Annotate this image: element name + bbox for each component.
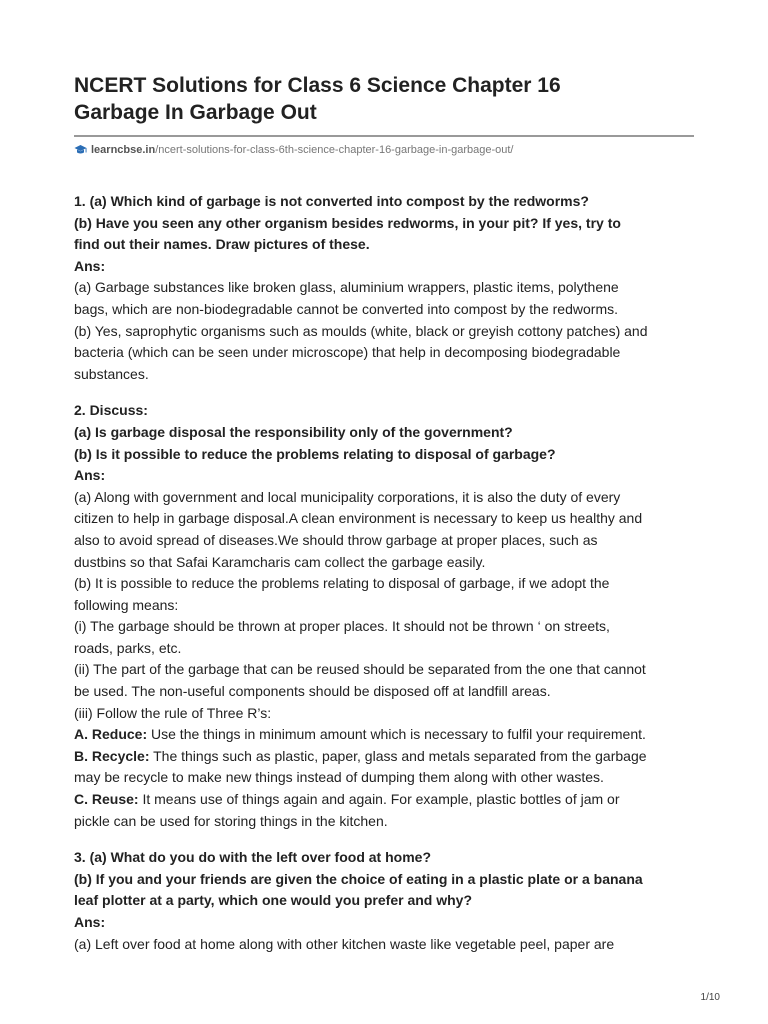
answer-2b-ii-line-1: (ii) The part of the garbage that can be reused should be separated from the one that cannot [74, 661, 646, 678]
question-3a: 3. (a) What do you do with the left over food at home? [74, 849, 431, 866]
title-divider [74, 135, 694, 137]
answer-2b-i-line-2: roads, parks, etc. [74, 639, 182, 656]
answer-label-3: Ans: [74, 914, 106, 930]
question-2-heading: 2. Discuss: [74, 402, 148, 419]
source-url[interactable] [74, 143, 694, 157]
answer-2a-line-3: also to avoid spread of diseases.We should throw garbage at proper places, such as [74, 531, 598, 548]
question-1a: 1. (a) Which kind of garbage is not converted into compost by the redworms? [74, 193, 589, 209]
page-number: 1/10 [700, 992, 720, 1003]
answer-2b-line-2: following means: [74, 596, 179, 613]
recycle-line-1 [74, 746, 694, 768]
source-domain[interactable]: learncbse.in [91, 144, 156, 156]
answer-1a-line-2: bags, which are non-biodegradable cannot be converted into compost by the redworms. [74, 300, 618, 317]
reduce-text: Use the things in minimum amount which is necessary to fulfil your requirement. [147, 726, 646, 743]
recycle-term: B. Recycle: [74, 747, 150, 764]
question-1b-line-2: find out their names. Draw pictures of these. [74, 236, 370, 253]
question-2b: (b) Is it possible to reduce the problems relating to disposal of garbage? [74, 445, 556, 462]
answer-2b-i-line-1: (i) The garbage should be thrown at proper places. It should not be thrown ‘ on streets, [74, 618, 610, 635]
question-3b-line-1: (b) If you and your friends are given the choice of eating in a plastic plate or a banana [74, 870, 643, 887]
answer-1b-line-1: (b) Yes, saprophytic organisms such as moulds (white, black or greyish cottony patches) and [74, 322, 648, 339]
content [74, 191, 694, 955]
question-1b-line-1: (b) Have you seen any other organism besides redworms, in your pit? If yes, try to [74, 214, 621, 231]
answer-1a-line-1: (a) Garbage substances like broken glass, aluminium wrappers, plastic items, polythene [74, 279, 619, 296]
answer-2a-line-4: dustbins so that Safai Karamcharis cam collect the garbage easily. [74, 553, 486, 570]
question-3b-line-2: leaf plotter at a party, which one would you prefer and why? [74, 892, 473, 909]
title-line-1: NCERT Solutions for Class 6 Science Chapter 16 [74, 74, 561, 97]
reduce-term: A. Reduce: [74, 726, 148, 743]
answer-1b-line-2: bacteria (which can be seen under microscope) that help in decomposing biodegradable [74, 344, 621, 361]
page-title [74, 72, 694, 126]
document-page [74, 0, 694, 955]
source-path[interactable]: /ncert-solutions-for-class-6th-science-chapter-16-garbage-in-garbage-out/ [155, 144, 514, 156]
reuse-line-1 [74, 789, 694, 811]
answer-1b-line-3: substances. [74, 365, 149, 382]
answer-2b-line-1: (b) It is possible to reduce the problems relating to disposal of garbage, if we adopt the [74, 575, 610, 592]
reuse-term: C. Reuse: [74, 791, 139, 808]
spacer [74, 385, 694, 400]
title-line-2: Garbage In Garbage Out [74, 101, 317, 124]
answer-label-2: Ans: [74, 467, 106, 484]
reuse-line-2: pickle can be used for storing things in the kitchen. [74, 812, 388, 829]
spacer [74, 832, 694, 847]
recycle-line-2: may be recycle to make new things instead of dumping them along with other wastes. [74, 769, 604, 786]
reuse-text-1: It means use of things again and again. For example, plastic bottles of jam or [138, 791, 620, 808]
reduce-line [74, 724, 694, 746]
answer-2b-iii: (iii) Follow the rule of Three R’s: [74, 704, 272, 721]
question-2a: (a) Is garbage disposal the responsibility only of the government? [74, 423, 513, 440]
answer-label-1: Ans: [74, 257, 106, 274]
answer-2a-line-1: (a) Along with government and local municipality corporations, it is also the duty of every [74, 488, 621, 505]
graduation-cap-icon [74, 144, 87, 156]
answer-2b-ii-line-2: be used. The non-useful components should be disposed off at landfill areas. [74, 683, 551, 700]
answer-3a-line-1: (a) Left over food at home along with other kitchen waste like vegetable peel, paper are [74, 935, 615, 952]
recycle-text-1: The things such as plastic, paper, glass and metals separated from the garbage [149, 747, 647, 764]
answer-2a-line-2: citizen to help in garbage disposal.A clean environment is necessary to keep us healthy and [74, 510, 643, 527]
